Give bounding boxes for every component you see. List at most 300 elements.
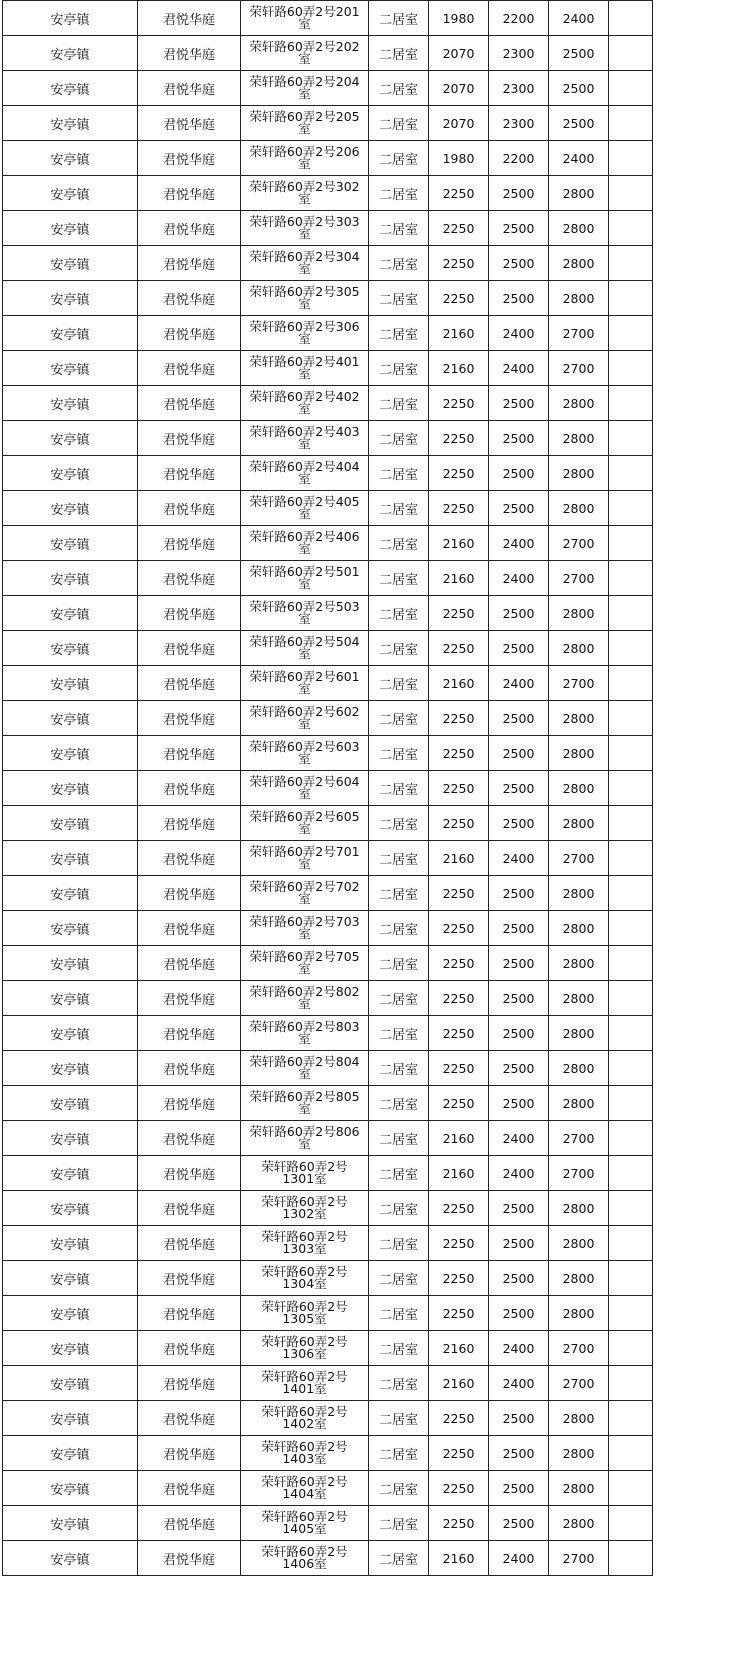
price-2-cell: 2400 bbox=[489, 316, 549, 351]
price-3-cell: 2700 bbox=[549, 316, 609, 351]
complex-cell: 君悦华庭 bbox=[138, 421, 241, 456]
address-line-1: 荣轩路60弄2号705 bbox=[249, 949, 360, 964]
room-type-cell: 二居室 bbox=[369, 1, 429, 36]
extra-cell bbox=[609, 666, 653, 701]
table-row bbox=[3, 1226, 653, 1261]
address-line-2: 室 bbox=[298, 226, 311, 241]
extra-cell bbox=[609, 1051, 653, 1086]
room-type-cell: 二居室 bbox=[369, 281, 429, 316]
table-row bbox=[3, 1331, 653, 1366]
price-2-cell: 2500 bbox=[489, 946, 549, 981]
table-row bbox=[3, 491, 653, 526]
town-cell: 安亭镇 bbox=[3, 71, 138, 106]
table-row bbox=[3, 526, 653, 561]
table-row bbox=[3, 1191, 653, 1226]
address-cell bbox=[241, 386, 369, 421]
room-type-cell: 二居室 bbox=[369, 1121, 429, 1156]
address-line-1: 荣轩路60弄2号404 bbox=[249, 459, 360, 474]
address-line-1: 荣轩路60弄2号 bbox=[261, 1229, 348, 1244]
address-line-2: 1404室 bbox=[282, 1486, 327, 1501]
table-row bbox=[3, 1261, 653, 1296]
price-3-cell: 2700 bbox=[549, 841, 609, 876]
town-cell: 安亭镇 bbox=[3, 1086, 138, 1121]
town-cell: 安亭镇 bbox=[3, 561, 138, 596]
complex-cell: 君悦华庭 bbox=[138, 211, 241, 246]
price-1-cell: 2160 bbox=[429, 526, 489, 561]
address-line-1: 荣轩路60弄2号201 bbox=[249, 4, 360, 19]
town-cell: 安亭镇 bbox=[3, 491, 138, 526]
address-cell bbox=[241, 1506, 369, 1541]
address-line-1: 荣轩路60弄2号403 bbox=[249, 424, 360, 439]
complex-cell: 君悦华庭 bbox=[138, 281, 241, 316]
town-cell: 安亭镇 bbox=[3, 841, 138, 876]
price-2-cell: 2400 bbox=[489, 666, 549, 701]
town-cell: 安亭镇 bbox=[3, 1261, 138, 1296]
price-1-cell: 2250 bbox=[429, 1226, 489, 1261]
complex-cell: 君悦华庭 bbox=[138, 981, 241, 1016]
price-1-cell: 2160 bbox=[429, 316, 489, 351]
town-cell: 安亭镇 bbox=[3, 1156, 138, 1191]
price-2-cell: 2300 bbox=[489, 71, 549, 106]
address-cell bbox=[241, 596, 369, 631]
extra-cell bbox=[609, 106, 653, 141]
price-3-cell: 2800 bbox=[549, 806, 609, 841]
price-1-cell: 2250 bbox=[429, 771, 489, 806]
address-line-1: 荣轩路60弄2号803 bbox=[249, 1019, 360, 1034]
town-cell: 安亭镇 bbox=[3, 1331, 138, 1366]
room-type-cell: 二居室 bbox=[369, 841, 429, 876]
town-cell: 安亭镇 bbox=[3, 1016, 138, 1051]
address-line-1: 荣轩路60弄2号501 bbox=[249, 564, 360, 579]
town-cell: 安亭镇 bbox=[3, 351, 138, 386]
address-line-2: 室 bbox=[298, 86, 311, 101]
town-cell: 安亭镇 bbox=[3, 946, 138, 981]
extra-cell bbox=[609, 1121, 653, 1156]
table-row bbox=[3, 981, 653, 1016]
address-cell bbox=[241, 71, 369, 106]
room-type-cell: 二居室 bbox=[369, 876, 429, 911]
extra-cell bbox=[609, 456, 653, 491]
complex-cell: 君悦华庭 bbox=[138, 456, 241, 491]
table-row bbox=[3, 876, 653, 911]
address-line-2: 室 bbox=[298, 1136, 311, 1151]
price-3-cell: 2800 bbox=[549, 1471, 609, 1506]
address-line-1: 荣轩路60弄2号601 bbox=[249, 669, 360, 684]
price-2-cell: 2400 bbox=[489, 351, 549, 386]
room-type-cell: 二居室 bbox=[369, 246, 429, 281]
table-row bbox=[3, 1016, 653, 1051]
complex-cell: 君悦华庭 bbox=[138, 1366, 241, 1401]
address-cell bbox=[241, 176, 369, 211]
extra-cell bbox=[609, 841, 653, 876]
complex-cell: 君悦华庭 bbox=[138, 1436, 241, 1471]
price-2-cell: 2500 bbox=[489, 246, 549, 281]
price-2-cell: 2500 bbox=[489, 1086, 549, 1121]
price-2-cell: 2500 bbox=[489, 911, 549, 946]
complex-cell: 君悦华庭 bbox=[138, 386, 241, 421]
extra-cell bbox=[609, 351, 653, 386]
extra-cell bbox=[609, 141, 653, 176]
price-3-cell: 2800 bbox=[549, 176, 609, 211]
town-cell: 安亭镇 bbox=[3, 701, 138, 736]
complex-cell: 君悦华庭 bbox=[138, 71, 241, 106]
table-row bbox=[3, 421, 653, 456]
price-3-cell: 2800 bbox=[549, 1401, 609, 1436]
extra-cell bbox=[609, 211, 653, 246]
price-2-cell: 2500 bbox=[489, 1436, 549, 1471]
town-cell: 安亭镇 bbox=[3, 36, 138, 71]
address-cell bbox=[241, 526, 369, 561]
room-type-cell: 二居室 bbox=[369, 1296, 429, 1331]
price-3-cell: 2800 bbox=[549, 981, 609, 1016]
address-line-1: 荣轩路60弄2号 bbox=[261, 1544, 348, 1559]
price-1-cell: 2250 bbox=[429, 701, 489, 736]
town-cell: 安亭镇 bbox=[3, 911, 138, 946]
price-2-cell: 2500 bbox=[489, 1226, 549, 1261]
table-row bbox=[3, 1366, 653, 1401]
price-3-cell: 2800 bbox=[549, 631, 609, 666]
extra-cell bbox=[609, 421, 653, 456]
price-1-cell: 2070 bbox=[429, 71, 489, 106]
address-line-2: 1305室 bbox=[282, 1311, 327, 1326]
address-line-2: 1405室 bbox=[282, 1521, 327, 1536]
price-3-cell: 2800 bbox=[549, 876, 609, 911]
price-1-cell: 2250 bbox=[429, 456, 489, 491]
table-row bbox=[3, 106, 653, 141]
address-line-1: 荣轩路60弄2号802 bbox=[249, 984, 360, 999]
table-row bbox=[3, 771, 653, 806]
room-type-cell: 二居室 bbox=[369, 736, 429, 771]
complex-cell: 君悦华庭 bbox=[138, 771, 241, 806]
table-row bbox=[3, 1541, 653, 1576]
address-cell bbox=[241, 946, 369, 981]
town-cell: 安亭镇 bbox=[3, 771, 138, 806]
price-2-cell: 2500 bbox=[489, 1471, 549, 1506]
complex-cell: 君悦华庭 bbox=[138, 736, 241, 771]
complex-cell: 君悦华庭 bbox=[138, 491, 241, 526]
address-line-1: 荣轩路60弄2号604 bbox=[249, 774, 360, 789]
room-type-cell: 二居室 bbox=[369, 1191, 429, 1226]
address-line-1: 荣轩路60弄2号206 bbox=[249, 144, 360, 159]
price-1-cell: 2250 bbox=[429, 386, 489, 421]
address-cell bbox=[241, 351, 369, 386]
price-1-cell: 2250 bbox=[429, 1086, 489, 1121]
address-cell bbox=[241, 771, 369, 806]
price-1-cell: 2250 bbox=[429, 981, 489, 1016]
address-cell bbox=[241, 1086, 369, 1121]
price-1-cell: 2250 bbox=[429, 421, 489, 456]
town-cell: 安亭镇 bbox=[3, 806, 138, 841]
town-cell: 安亭镇 bbox=[3, 1191, 138, 1226]
room-type-cell: 二居室 bbox=[369, 1401, 429, 1436]
price-3-cell: 2700 bbox=[549, 1366, 609, 1401]
extra-cell bbox=[609, 176, 653, 211]
room-type-cell: 二居室 bbox=[369, 526, 429, 561]
room-type-cell: 二居室 bbox=[369, 1156, 429, 1191]
address-line-1: 荣轩路60弄2号605 bbox=[249, 809, 360, 824]
complex-cell: 君悦华庭 bbox=[138, 1086, 241, 1121]
address-line-1: 荣轩路60弄2号603 bbox=[249, 739, 360, 754]
price-2-cell: 2300 bbox=[489, 36, 549, 71]
town-cell: 安亭镇 bbox=[3, 1541, 138, 1576]
price-2-cell: 2500 bbox=[489, 1401, 549, 1436]
price-1-cell: 1980 bbox=[429, 141, 489, 176]
address-line-1: 荣轩路60弄2号402 bbox=[249, 389, 360, 404]
complex-cell: 君悦华庭 bbox=[138, 1331, 241, 1366]
room-type-cell: 二居室 bbox=[369, 1226, 429, 1261]
address-line-1: 荣轩路60弄2号205 bbox=[249, 109, 360, 124]
address-line-2: 1403室 bbox=[282, 1451, 327, 1466]
table-row bbox=[3, 386, 653, 421]
price-2-cell: 2200 bbox=[489, 141, 549, 176]
address-line-2: 室 bbox=[298, 51, 311, 66]
complex-cell: 君悦华庭 bbox=[138, 1541, 241, 1576]
price-1-cell: 2250 bbox=[429, 631, 489, 666]
address-line-2: 室 bbox=[298, 716, 311, 731]
price-1-cell: 2250 bbox=[429, 1296, 489, 1331]
address-line-1: 荣轩路60弄2号 bbox=[261, 1264, 348, 1279]
extra-cell bbox=[609, 771, 653, 806]
table-row bbox=[3, 176, 653, 211]
complex-cell: 君悦华庭 bbox=[138, 1191, 241, 1226]
town-cell: 安亭镇 bbox=[3, 596, 138, 631]
address-line-2: 室 bbox=[298, 821, 311, 836]
price-2-cell: 2400 bbox=[489, 1366, 549, 1401]
extra-cell bbox=[609, 1366, 653, 1401]
address-line-1: 荣轩路60弄2号406 bbox=[249, 529, 360, 544]
price-3-cell: 2800 bbox=[549, 281, 609, 316]
town-cell: 安亭镇 bbox=[3, 1, 138, 36]
price-3-cell: 2800 bbox=[549, 1296, 609, 1331]
address-cell bbox=[241, 876, 369, 911]
price-2-cell: 2500 bbox=[489, 596, 549, 631]
town-cell: 安亭镇 bbox=[3, 176, 138, 211]
town-cell: 安亭镇 bbox=[3, 456, 138, 491]
price-1-cell: 2160 bbox=[429, 1156, 489, 1191]
address-cell bbox=[241, 491, 369, 526]
price-1-cell: 2250 bbox=[429, 1436, 489, 1471]
address-line-1: 荣轩路60弄2号204 bbox=[249, 74, 360, 89]
extra-cell bbox=[609, 946, 653, 981]
price-2-cell: 2400 bbox=[489, 1156, 549, 1191]
address-line-1: 荣轩路60弄2号703 bbox=[249, 914, 360, 929]
room-type-cell: 二居室 bbox=[369, 421, 429, 456]
address-cell bbox=[241, 1156, 369, 1191]
address-line-1: 荣轩路60弄2号 bbox=[261, 1404, 348, 1419]
address-line-2: 1402室 bbox=[282, 1416, 327, 1431]
address-cell bbox=[241, 141, 369, 176]
extra-cell bbox=[609, 36, 653, 71]
address-line-2: 室 bbox=[298, 261, 311, 276]
town-cell: 安亭镇 bbox=[3, 1471, 138, 1506]
complex-cell: 君悦华庭 bbox=[138, 526, 241, 561]
complex-cell: 君悦华庭 bbox=[138, 36, 241, 71]
price-2-cell: 2500 bbox=[489, 421, 549, 456]
address-line-1: 荣轩路60弄2号 bbox=[261, 1194, 348, 1209]
price-1-cell: 2250 bbox=[429, 876, 489, 911]
table-row bbox=[3, 596, 653, 631]
room-type-cell: 二居室 bbox=[369, 386, 429, 421]
complex-cell: 君悦华庭 bbox=[138, 316, 241, 351]
room-type-cell: 二居室 bbox=[369, 806, 429, 841]
complex-cell: 君悦华庭 bbox=[138, 596, 241, 631]
price-3-cell: 2700 bbox=[549, 351, 609, 386]
complex-cell: 君悦华庭 bbox=[138, 946, 241, 981]
complex-cell: 君悦华庭 bbox=[138, 701, 241, 736]
town-cell: 安亭镇 bbox=[3, 316, 138, 351]
room-type-cell: 二居室 bbox=[369, 1331, 429, 1366]
complex-cell: 君悦华庭 bbox=[138, 1506, 241, 1541]
price-1-cell: 2250 bbox=[429, 491, 489, 526]
address-cell bbox=[241, 1401, 369, 1436]
complex-cell: 君悦华庭 bbox=[138, 1226, 241, 1261]
address-line-1: 荣轩路60弄2号 bbox=[261, 1299, 348, 1314]
table-row bbox=[3, 246, 653, 281]
town-cell: 安亭镇 bbox=[3, 141, 138, 176]
price-3-cell: 2800 bbox=[549, 211, 609, 246]
town-cell: 安亭镇 bbox=[3, 211, 138, 246]
address-line-2: 室 bbox=[298, 191, 311, 206]
price-1-cell: 2250 bbox=[429, 946, 489, 981]
table-row bbox=[3, 351, 653, 386]
price-3-cell: 2400 bbox=[549, 1, 609, 36]
address-cell bbox=[241, 666, 369, 701]
complex-cell: 君悦华庭 bbox=[138, 106, 241, 141]
address-line-2: 1301室 bbox=[282, 1171, 327, 1186]
address-line-2: 室 bbox=[298, 856, 311, 871]
price-2-cell: 2500 bbox=[489, 176, 549, 211]
extra-cell bbox=[609, 386, 653, 421]
address-cell bbox=[241, 1226, 369, 1261]
table-row bbox=[3, 71, 653, 106]
price-1-cell: 2250 bbox=[429, 1191, 489, 1226]
town-cell: 安亭镇 bbox=[3, 246, 138, 281]
extra-cell bbox=[609, 1401, 653, 1436]
address-line-2: 室 bbox=[298, 926, 311, 941]
price-3-cell: 2800 bbox=[549, 1436, 609, 1471]
extra-cell bbox=[609, 981, 653, 1016]
room-type-cell: 二居室 bbox=[369, 141, 429, 176]
extra-cell bbox=[609, 701, 653, 736]
price-2-cell: 2500 bbox=[489, 211, 549, 246]
price-3-cell: 2800 bbox=[549, 946, 609, 981]
table-row bbox=[3, 36, 653, 71]
price-1-cell: 2250 bbox=[429, 1506, 489, 1541]
price-1-cell: 2250 bbox=[429, 1016, 489, 1051]
address-cell bbox=[241, 1191, 369, 1226]
complex-cell: 君悦华庭 bbox=[138, 176, 241, 211]
address-line-1: 荣轩路60弄2号202 bbox=[249, 39, 360, 54]
extra-cell bbox=[609, 1086, 653, 1121]
rent-table bbox=[2, 0, 653, 1576]
price-1-cell: 2250 bbox=[429, 1471, 489, 1506]
extra-cell bbox=[609, 1296, 653, 1331]
complex-cell: 君悦华庭 bbox=[138, 876, 241, 911]
complex-cell: 君悦华庭 bbox=[138, 631, 241, 666]
address-line-1: 荣轩路60弄2号306 bbox=[249, 319, 360, 334]
address-line-2: 1303室 bbox=[282, 1241, 327, 1256]
address-cell bbox=[241, 911, 369, 946]
table-row bbox=[3, 1401, 653, 1436]
watermark bbox=[540, 1436, 650, 1476]
price-2-cell: 2400 bbox=[489, 1121, 549, 1156]
address-line-2: 室 bbox=[298, 611, 311, 626]
price-2-cell: 2500 bbox=[489, 981, 549, 1016]
room-type-cell: 二居室 bbox=[369, 666, 429, 701]
price-1-cell: 2160 bbox=[429, 1121, 489, 1156]
address-cell bbox=[241, 1, 369, 36]
address-cell bbox=[241, 561, 369, 596]
price-2-cell: 2400 bbox=[489, 561, 549, 596]
price-1-cell: 2160 bbox=[429, 666, 489, 701]
address-cell bbox=[241, 281, 369, 316]
address-line-1: 荣轩路60弄2号304 bbox=[249, 249, 360, 264]
address-line-2: 室 bbox=[298, 471, 311, 486]
table-row bbox=[3, 701, 653, 736]
room-type-cell: 二居室 bbox=[369, 981, 429, 1016]
extra-cell bbox=[609, 1156, 653, 1191]
address-cell bbox=[241, 421, 369, 456]
price-3-cell: 2800 bbox=[549, 596, 609, 631]
price-3-cell: 2700 bbox=[549, 1541, 609, 1576]
complex-cell: 君悦华庭 bbox=[138, 351, 241, 386]
complex-cell: 君悦华庭 bbox=[138, 666, 241, 701]
address-cell bbox=[241, 701, 369, 736]
room-type-cell: 二居室 bbox=[369, 1261, 429, 1296]
extra-cell bbox=[609, 281, 653, 316]
price-1-cell: 2070 bbox=[429, 36, 489, 71]
address-cell bbox=[241, 1051, 369, 1086]
table-row bbox=[3, 736, 653, 771]
complex-cell: 君悦华庭 bbox=[138, 1261, 241, 1296]
price-1-cell: 2250 bbox=[429, 1401, 489, 1436]
address-line-2: 室 bbox=[298, 541, 311, 556]
room-type-cell: 二居室 bbox=[369, 1541, 429, 1576]
room-type-cell: 二居室 bbox=[369, 561, 429, 596]
town-cell: 安亭镇 bbox=[3, 1506, 138, 1541]
price-2-cell: 2500 bbox=[489, 771, 549, 806]
extra-cell bbox=[609, 736, 653, 771]
price-3-cell: 2800 bbox=[549, 1191, 609, 1226]
complex-cell: 君悦华庭 bbox=[138, 1471, 241, 1506]
town-cell: 安亭镇 bbox=[3, 1401, 138, 1436]
room-type-cell: 二居室 bbox=[369, 176, 429, 211]
table-body bbox=[3, 1, 653, 1576]
extra-cell bbox=[609, 876, 653, 911]
price-3-cell: 2800 bbox=[549, 491, 609, 526]
price-3-cell: 2400 bbox=[549, 141, 609, 176]
address-line-1: 荣轩路60弄2号503 bbox=[249, 599, 360, 614]
room-type-cell: 二居室 bbox=[369, 1471, 429, 1506]
address-cell bbox=[241, 211, 369, 246]
address-line-2: 室 bbox=[298, 16, 311, 31]
town-cell: 安亭镇 bbox=[3, 1366, 138, 1401]
town-cell: 安亭镇 bbox=[3, 421, 138, 456]
price-2-cell: 2400 bbox=[489, 526, 549, 561]
table-row bbox=[3, 1, 653, 36]
town-cell: 安亭镇 bbox=[3, 1051, 138, 1086]
address-line-1: 荣轩路60弄2号602 bbox=[249, 704, 360, 719]
room-type-cell: 二居室 bbox=[369, 701, 429, 736]
price-2-cell: 2200 bbox=[489, 1, 549, 36]
address-line-2: 室 bbox=[298, 331, 311, 346]
complex-cell: 君悦华庭 bbox=[138, 561, 241, 596]
table-row bbox=[3, 806, 653, 841]
room-type-cell: 二居室 bbox=[369, 1051, 429, 1086]
price-3-cell: 2800 bbox=[549, 1506, 609, 1541]
town-cell: 安亭镇 bbox=[3, 526, 138, 561]
price-1-cell: 2250 bbox=[429, 736, 489, 771]
